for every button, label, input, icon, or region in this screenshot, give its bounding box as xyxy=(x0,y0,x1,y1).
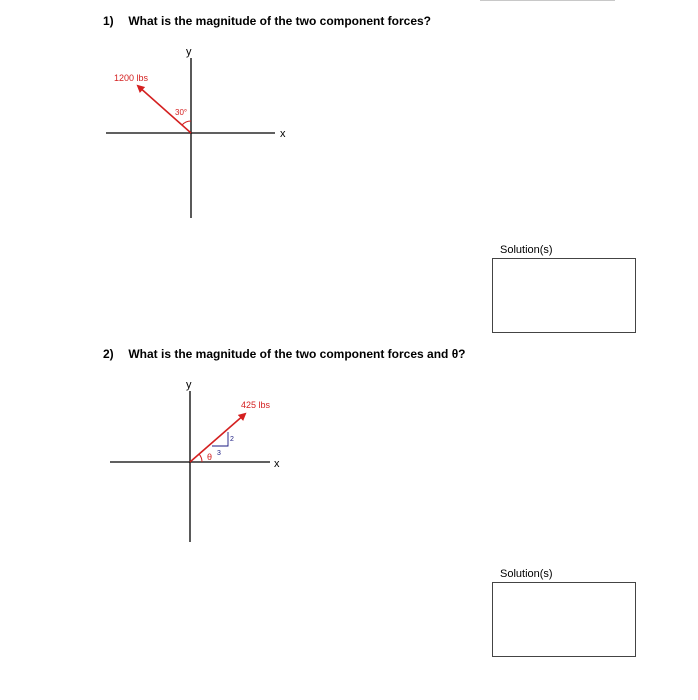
y-axis-label: y xyxy=(186,46,192,58)
angle-label-1: 30° xyxy=(175,108,188,117)
y-axis-label-2: y xyxy=(186,379,192,391)
angle-label-2: θ xyxy=(207,452,213,462)
force-label-2: 425 lbs xyxy=(241,400,271,410)
slope-triangle xyxy=(212,432,228,446)
question-1-text: What is the magnitude of the two component forces? xyxy=(128,14,432,28)
slope-rise-label: 2 xyxy=(230,436,234,443)
angle-arc-2 xyxy=(199,454,202,462)
solution-box-2[interactable] xyxy=(492,582,636,657)
solution-label-1: Solution(s) xyxy=(500,244,553,256)
x-axis-label: x xyxy=(280,128,286,140)
x-axis-label-2: x xyxy=(274,458,280,470)
slope-run-label: 3 xyxy=(217,450,221,457)
question-2-number: 2) xyxy=(103,347,114,361)
force-label-1: 1200 lbs xyxy=(114,73,149,83)
solution-label-2: Solution(s) xyxy=(500,568,553,580)
question-2-text: What is the magnitude of the two component forces and θ? xyxy=(128,347,466,361)
question-1-number: 1) xyxy=(103,14,114,28)
